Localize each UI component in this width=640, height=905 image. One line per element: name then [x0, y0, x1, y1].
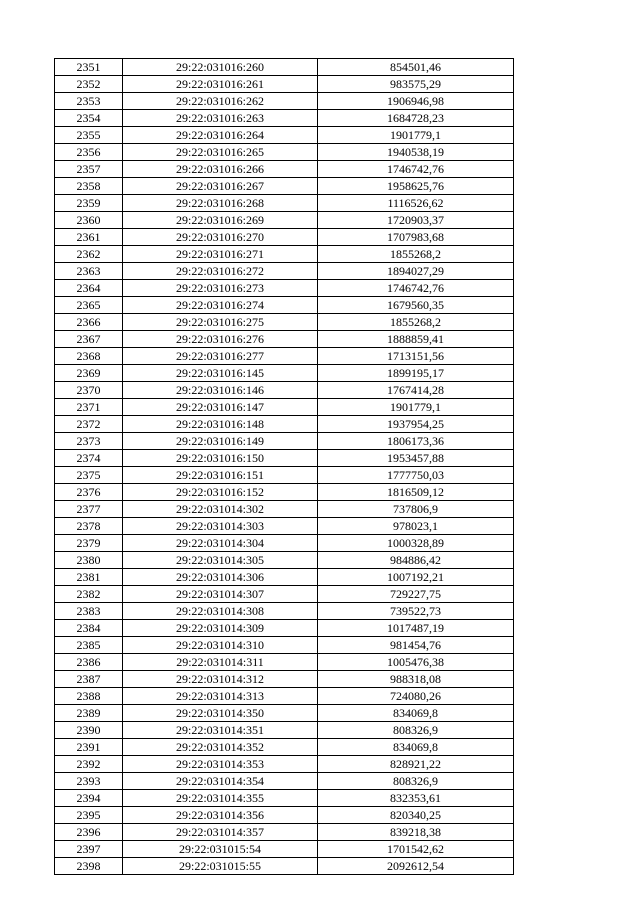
cadastral-number-cell: 29:22:031014:307 [123, 586, 318, 603]
table-row [55, 110, 514, 127]
table-row [55, 467, 514, 484]
table-row [55, 569, 514, 586]
row-number-cell: 2380 [55, 552, 123, 569]
cadastral-number-cell: 29:22:031014:306 [123, 569, 318, 586]
table-row [55, 450, 514, 467]
table-row [55, 314, 514, 331]
row-number-cell: 2392 [55, 756, 123, 773]
table-row [55, 331, 514, 348]
cadastral-number-cell: 29:22:031016:277 [123, 348, 318, 365]
table-row [55, 144, 514, 161]
table-body [55, 59, 514, 875]
cadastral-number-cell: 29:22:031016:145 [123, 365, 318, 382]
cadastral-value-cell: 828921,22 [318, 756, 514, 773]
table-row [55, 263, 514, 280]
table-row [55, 841, 514, 858]
cadastral-value-cell: 1777750,03 [318, 467, 514, 484]
cadastral-value-cell: 1894027,29 [318, 263, 514, 280]
cadastral-value-cell: 1007192,21 [318, 569, 514, 586]
cadastral-number-cell: 29:22:031016:275 [123, 314, 318, 331]
row-number-cell: 2352 [55, 76, 123, 93]
table-row [55, 756, 514, 773]
cadastral-number-cell: 29:22:031016:274 [123, 297, 318, 314]
table-row [55, 773, 514, 790]
cadastral-value-cell: 1713151,56 [318, 348, 514, 365]
table-row [55, 59, 514, 76]
table-row [55, 858, 514, 875]
cadastral-value-cell: 1816509,12 [318, 484, 514, 501]
cadastral-number-cell: 29:22:031016:276 [123, 331, 318, 348]
row-number-cell: 2397 [55, 841, 123, 858]
cadastral-number-cell: 29:22:031014:313 [123, 688, 318, 705]
cadastral-value-cell: 854501,46 [318, 59, 514, 76]
table-row [55, 161, 514, 178]
row-number-cell: 2358 [55, 178, 123, 195]
cadastral-value-cell: 1901779,1 [318, 127, 514, 144]
row-number-cell: 2362 [55, 246, 123, 263]
table-row [55, 586, 514, 603]
row-number-cell: 2393 [55, 773, 123, 790]
cadastral-value-cell: 1746742,76 [318, 161, 514, 178]
cadastral-value-cell: 1684728,23 [318, 110, 514, 127]
cadastral-number-cell: 29:22:031014:353 [123, 756, 318, 773]
row-number-cell: 2376 [55, 484, 123, 501]
cadastral-value-cell: 1767414,28 [318, 382, 514, 399]
cadastral-number-cell: 29:22:031016:149 [123, 433, 318, 450]
cadastral-value-cell: 729227,75 [318, 586, 514, 603]
cadastral-value-cell: 984886,42 [318, 552, 514, 569]
cadastral-number-cell: 29:22:031016:152 [123, 484, 318, 501]
row-number-cell: 2372 [55, 416, 123, 433]
cadastral-value-cell: 1855268,2 [318, 246, 514, 263]
table-row [55, 620, 514, 637]
row-number-cell: 2356 [55, 144, 123, 161]
cadastral-number-cell: 29:22:031014:303 [123, 518, 318, 535]
cadastral-value-cell: 832353,61 [318, 790, 514, 807]
cadastral-number-cell: 29:22:031014:356 [123, 807, 318, 824]
row-number-cell: 2355 [55, 127, 123, 144]
cadastral-value-cell: 1899195,17 [318, 365, 514, 382]
row-number-cell: 2363 [55, 263, 123, 280]
table-row [55, 501, 514, 518]
cadastral-number-cell: 29:22:031015:54 [123, 841, 318, 858]
cadastral-number-cell: 29:22:031016:146 [123, 382, 318, 399]
table-row [55, 416, 514, 433]
row-number-cell: 2371 [55, 399, 123, 416]
table-row [55, 365, 514, 382]
table-row [55, 790, 514, 807]
cadastral-number-cell: 29:22:031014:309 [123, 620, 318, 637]
cadastral-number-cell: 29:22:031016:148 [123, 416, 318, 433]
cadastral-number-cell: 29:22:031014:310 [123, 637, 318, 654]
cadastral-number-cell: 29:22:031015:55 [123, 858, 318, 875]
cadastral-value-cell: 1720903,37 [318, 212, 514, 229]
table-row [55, 484, 514, 501]
row-number-cell: 2396 [55, 824, 123, 841]
row-number-cell: 2374 [55, 450, 123, 467]
cadastral-value-cell: 1937954,25 [318, 416, 514, 433]
table-row [55, 246, 514, 263]
cadastral-number-cell: 29:22:031016:273 [123, 280, 318, 297]
row-number-cell: 2367 [55, 331, 123, 348]
cadastral-number-cell: 29:22:031014:308 [123, 603, 318, 620]
cadastral-value-cell: 1746742,76 [318, 280, 514, 297]
cadastral-value-cell: 1000328,89 [318, 535, 514, 552]
cadastral-value-cell: 834069,8 [318, 705, 514, 722]
cadastral-value-cell: 808326,9 [318, 773, 514, 790]
cadastral-number-cell: 29:22:031014:352 [123, 739, 318, 756]
table-row [55, 229, 514, 246]
table-row [55, 518, 514, 535]
row-number-cell: 2351 [55, 59, 123, 76]
cadastral-value-cell: 1116526,62 [318, 195, 514, 212]
row-number-cell: 2391 [55, 739, 123, 756]
table-row [55, 671, 514, 688]
cadastral-value-cell: 808326,9 [318, 722, 514, 739]
cadastral-number-cell: 29:22:031016:271 [123, 246, 318, 263]
cadastral-value-cell: 1958625,76 [318, 178, 514, 195]
row-number-cell: 2369 [55, 365, 123, 382]
cadastral-number-cell: 29:22:031014:311 [123, 654, 318, 671]
cadastral-number-cell: 29:22:031016:264 [123, 127, 318, 144]
table-row [55, 654, 514, 671]
row-number-cell: 2377 [55, 501, 123, 518]
cadastral-value-cell: 1806173,36 [318, 433, 514, 450]
cadastral-number-cell: 29:22:031014:355 [123, 790, 318, 807]
table-row [55, 433, 514, 450]
cadastral-value-cell: 724080,26 [318, 688, 514, 705]
cadastral-value-cell: 1906946,98 [318, 93, 514, 110]
cadastral-value-cell: 739522,73 [318, 603, 514, 620]
cadastral-value-cell: 1940538,19 [318, 144, 514, 161]
row-number-cell: 2398 [55, 858, 123, 875]
table-row [55, 535, 514, 552]
cadastral-value-cell: 988318,08 [318, 671, 514, 688]
cadastral-number-cell: 29:22:031016:268 [123, 195, 318, 212]
cadastral-number-cell: 29:22:031016:151 [123, 467, 318, 484]
row-number-cell: 2366 [55, 314, 123, 331]
row-number-cell: 2360 [55, 212, 123, 229]
cadastral-number-cell: 29:22:031016:269 [123, 212, 318, 229]
cadastral-value-cell: 1017487,19 [318, 620, 514, 637]
row-number-cell: 2368 [55, 348, 123, 365]
table-row [55, 688, 514, 705]
row-number-cell: 2381 [55, 569, 123, 586]
table-row [55, 722, 514, 739]
row-number-cell: 2384 [55, 620, 123, 637]
row-number-cell: 2370 [55, 382, 123, 399]
table-row [55, 280, 514, 297]
cadastral-value-cell: 1701542,62 [318, 841, 514, 858]
cadastral-value-cell: 1005476,38 [318, 654, 514, 671]
row-number-cell: 2375 [55, 467, 123, 484]
table-row [55, 76, 514, 93]
cadastral-number-cell: 29:22:031016:266 [123, 161, 318, 178]
cadastral-number-cell: 29:22:031016:150 [123, 450, 318, 467]
table-row [55, 552, 514, 569]
cadastral-number-cell: 29:22:031014:354 [123, 773, 318, 790]
cadastral-value-cell: 2092612,54 [318, 858, 514, 875]
cadastral-number-cell: 29:22:031014:357 [123, 824, 318, 841]
cadastral-value-cell: 1855268,2 [318, 314, 514, 331]
cadastral-number-cell: 29:22:031014:304 [123, 535, 318, 552]
row-number-cell: 2382 [55, 586, 123, 603]
cadastral-number-cell: 29:22:031016:270 [123, 229, 318, 246]
table-row [55, 705, 514, 722]
table-row [55, 297, 514, 314]
row-number-cell: 2361 [55, 229, 123, 246]
row-number-cell: 2378 [55, 518, 123, 535]
table-row [55, 127, 514, 144]
row-number-cell: 2359 [55, 195, 123, 212]
row-number-cell: 2357 [55, 161, 123, 178]
row-number-cell: 2383 [55, 603, 123, 620]
table-row [55, 93, 514, 110]
cadastral-number-cell: 29:22:031016:260 [123, 59, 318, 76]
cadastral-number-cell: 29:22:031014:350 [123, 705, 318, 722]
cadastral-number-cell: 29:22:031016:265 [123, 144, 318, 161]
table-row [55, 739, 514, 756]
cadastral-number-cell: 29:22:031014:312 [123, 671, 318, 688]
cadastral-value-cell: 1888859,41 [318, 331, 514, 348]
cadastral-number-cell: 29:22:031016:262 [123, 93, 318, 110]
row-number-cell: 2353 [55, 93, 123, 110]
cadastral-number-cell: 29:22:031016:272 [123, 263, 318, 280]
cadastral-value-cell: 820340,25 [318, 807, 514, 824]
cadastral-value-cell: 1679560,35 [318, 297, 514, 314]
row-number-cell: 2373 [55, 433, 123, 450]
row-number-cell: 2388 [55, 688, 123, 705]
cadastral-value-cell: 981454,76 [318, 637, 514, 654]
cadastral-value-cell: 1707983,68 [318, 229, 514, 246]
table-row [55, 348, 514, 365]
cadastral-number-cell: 29:22:031016:267 [123, 178, 318, 195]
row-number-cell: 2390 [55, 722, 123, 739]
cadastral-value-cell: 983575,29 [318, 76, 514, 93]
table-row [55, 212, 514, 229]
table-row [55, 195, 514, 212]
cadastral-value-cell: 834069,8 [318, 739, 514, 756]
row-number-cell: 2385 [55, 637, 123, 654]
cadastral-value-cell: 1901779,1 [318, 399, 514, 416]
cadastral-value-cell: 839218,38 [318, 824, 514, 841]
row-number-cell: 2354 [55, 110, 123, 127]
row-number-cell: 2395 [55, 807, 123, 824]
cadastral-value-table [54, 58, 514, 875]
cadastral-value-cell: 737806,9 [318, 501, 514, 518]
cadastral-number-cell: 29:22:031014:302 [123, 501, 318, 518]
table-row [55, 824, 514, 841]
table-row [55, 603, 514, 620]
row-number-cell: 2379 [55, 535, 123, 552]
table-row [55, 382, 514, 399]
row-number-cell: 2389 [55, 705, 123, 722]
row-number-cell: 2386 [55, 654, 123, 671]
row-number-cell: 2387 [55, 671, 123, 688]
cadastral-number-cell: 29:22:031016:261 [123, 76, 318, 93]
cadastral-number-cell: 29:22:031014:351 [123, 722, 318, 739]
table-row [55, 399, 514, 416]
cadastral-value-cell: 978023,1 [318, 518, 514, 535]
cadastral-number-cell: 29:22:031014:305 [123, 552, 318, 569]
cadastral-value-cell: 1953457,88 [318, 450, 514, 467]
cadastral-number-cell: 29:22:031016:147 [123, 399, 318, 416]
row-number-cell: 2394 [55, 790, 123, 807]
row-number-cell: 2364 [55, 280, 123, 297]
table-row [55, 807, 514, 824]
table-row [55, 637, 514, 654]
row-number-cell: 2365 [55, 297, 123, 314]
cadastral-number-cell: 29:22:031016:263 [123, 110, 318, 127]
table-row [55, 178, 514, 195]
